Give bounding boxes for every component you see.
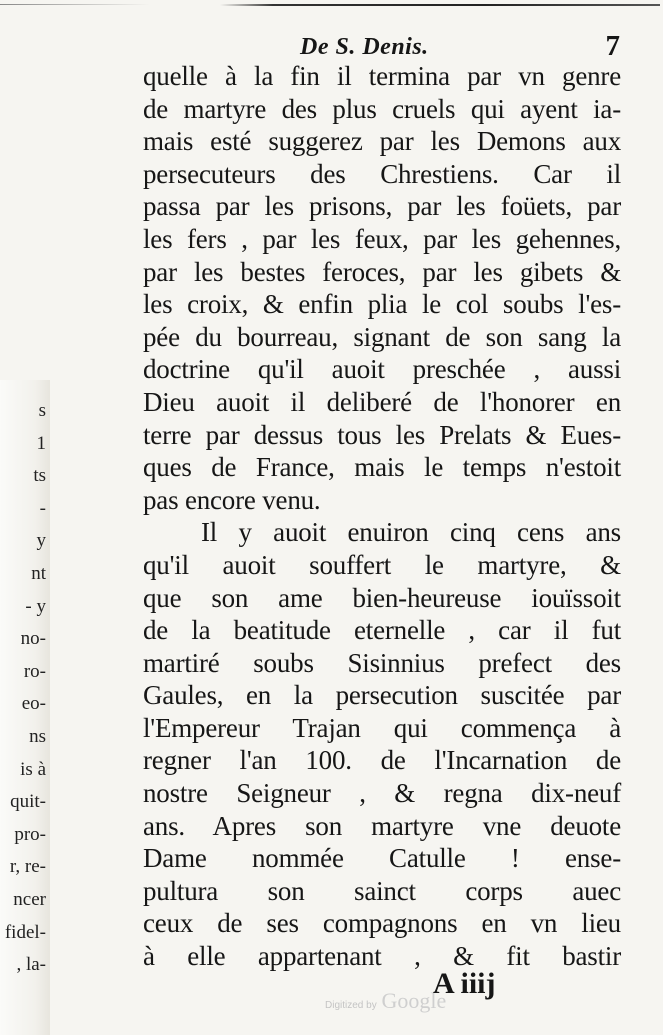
margin-fragment: - y [25,595,46,617]
text-line: qu'il auoit souffert le martyre, & [143,549,621,580]
margin-fragment: r, re- [9,856,46,878]
text-line: l'Empereur Trajan qui commença à [143,712,621,743]
digitized-by-label: Digitized by [325,1000,377,1011]
text-line: persecuteurs des Chrestiens. Car il [143,158,621,189]
page-number: 7 [605,30,620,62]
digitized-by-watermark [325,988,446,1014]
text-line: pas encore venu. [143,484,321,515]
margin-fragment: is à [20,758,46,780]
text-line: mais esté suggerez par les Demons aux [143,126,621,157]
text-line: quelle à la fin il termina par vn genre [143,61,621,91]
text-line: terre par dessus tous les Prelats & Eues- [143,419,621,450]
text-line: que son ame bien-heureuse iouïssoit [143,582,621,613]
margin-fragment: ncer [13,888,46,910]
text-line: Dieu auoit il deliberé de l'honorer en [143,386,621,417]
page-header [300,30,620,64]
paragraph-first-line: Il y auoit enuiron cinq cens ans [201,517,621,548]
margin-fragment: s [38,400,46,421]
running-head: De S. Denis. [300,34,429,60]
margin-fragment: quit- [10,791,46,813]
text-line: pée du bourreau, signant de son sang la [143,321,621,352]
text-line: ans. Apres son martyre vne deuote [143,810,621,841]
margin-fragment: - [39,497,46,519]
text-line: les fers , par les feux, par les gehennes, [143,223,621,254]
margin-fragment: 1 [36,432,46,454]
text-line: Dame nommée Catulle ! ense- [143,843,621,874]
margin-fragment: ro- [23,660,46,682]
margin-fragment: eo- [21,693,46,715]
text-line: les croix, & enfin plia le col soubs l'es- [143,289,621,320]
top-edge-line-left [0,4,150,5]
text-line: martiré soubs Sisinnius prefect des [143,647,621,678]
margin-fragment: fidel- [4,921,46,943]
text-line: de martyre des plus cruels qui ayent ia- [143,93,621,124]
margin-fragment: nt [31,562,46,584]
margin-fragment: ts [33,465,46,487]
body-text [143,60,621,973]
margin-fragment: pro- [14,823,46,845]
text-line: à elle appartenant , & fit bastir [143,941,621,972]
text-line: de la beatitude eternelle , car il fut [143,615,621,646]
top-edge-line [220,4,660,6]
text-line: ques de France, mais le temps n'estoit [143,452,621,483]
text-line: regner l'an 100. de l'Incarnation de [143,745,621,776]
text-line: par les bestes feroces, par les gibets & [143,256,621,287]
text-line: nostre Seigneur , & regna dix-neuf [143,778,621,809]
text-line: ceux de ses compagnons en vn lieu [143,908,621,939]
margin-fragment: y [36,530,46,552]
facing-page-margin-fragments [0,395,46,982]
text-line: Gaules, en la persecution suscitée par [143,680,621,711]
text-line: passa par les prisons, par les foüets, par [143,191,621,222]
margin-fragment: ns [29,725,46,747]
text-line: doctrine qu'il auoit preschée , aussi [143,354,621,385]
margin-fragment: , la- [16,954,46,976]
margin-fragment: no- [20,628,46,650]
text-line: pultura son sainct corps auec [143,875,621,906]
signature-mark: A iiij [433,967,496,1000]
google-logo: Google [381,988,447,1013]
